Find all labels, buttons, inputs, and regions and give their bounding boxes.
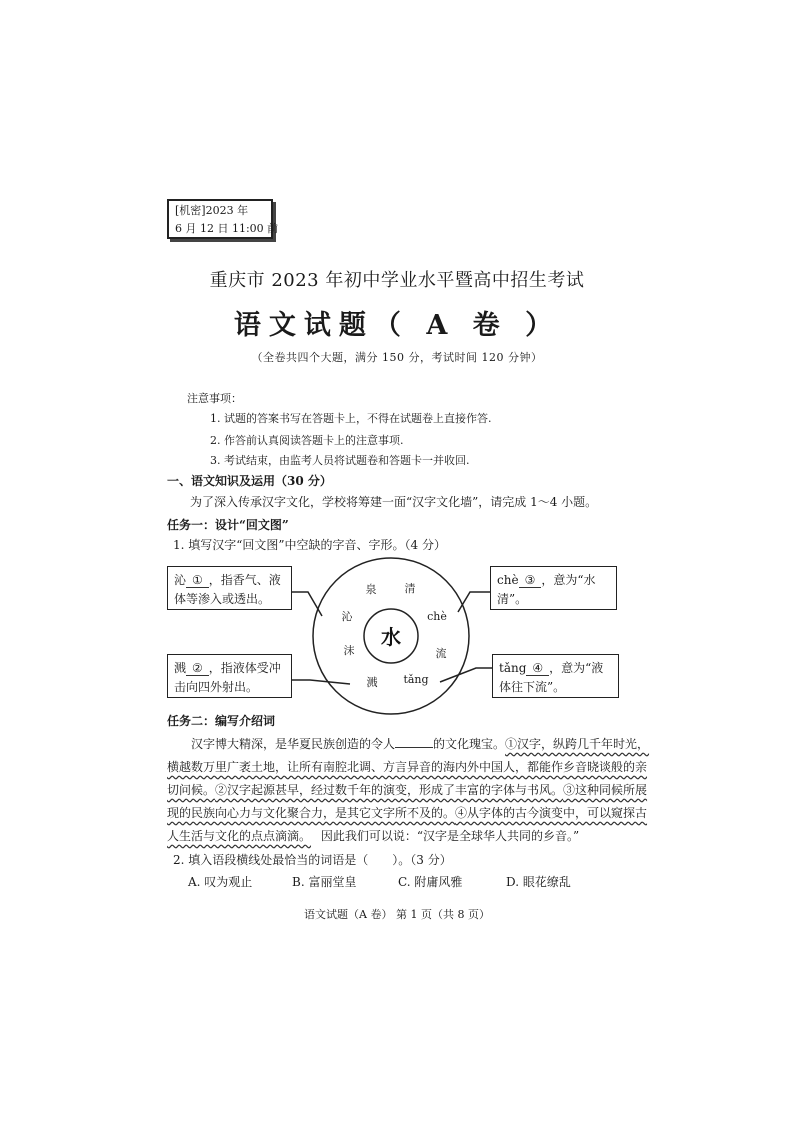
task2-heading: 任务二：编写介绍词	[167, 714, 276, 728]
connector-line-2	[458, 592, 490, 612]
section1-heading: 一、语文知识及运用（30 分）	[167, 474, 332, 488]
box2-pre: chè	[497, 573, 519, 587]
blank-4: ④	[526, 661, 549, 676]
passage-s4-a: ③这种同候所展	[563, 783, 648, 797]
box1-line2: 体等渗入或透出。	[174, 592, 271, 606]
passage-s5-b: 人生活与文化的点点滴滴。	[167, 829, 312, 843]
definition-box-2	[490, 566, 617, 610]
blank-2: ②	[186, 661, 209, 676]
exam-title: 重庆市 2023 年初中学业水平暨高中招生考试	[209, 270, 585, 291]
blank-3: ③	[519, 573, 542, 588]
notes-item-2: 2. 作答前认真阅读答题卡上的注意事项.	[210, 434, 404, 447]
ring-char-8: 沁	[341, 610, 353, 623]
option-a: A. 叹为观止	[188, 875, 253, 889]
center-char: 水	[381, 625, 401, 649]
option-d: D. 眼花缭乱	[506, 875, 571, 889]
ring-char-6: 溅	[366, 676, 378, 689]
box3-post: ，指液体受冲	[208, 661, 281, 675]
notes-heading: 注意事项：	[187, 392, 242, 405]
exam-instructions-line: （全卷共四个大题，满分 150 分，考试时间 120 分钟）	[251, 351, 543, 364]
stamp-line1: [机密]2023 年	[175, 204, 249, 217]
subject-title: 语文试题（ A 卷 ）	[233, 310, 561, 341]
connector-line-1	[292, 592, 322, 616]
stamp-line2: 6 月 12 日 11:00 前	[175, 222, 279, 235]
passage-line-3	[167, 779, 648, 802]
page-footer: 语文试题（A 卷） 第 1 页（共 8 页）	[304, 908, 490, 921]
box1-pre: 沁	[174, 573, 187, 587]
definition-box-4	[492, 654, 619, 698]
passage-s4-b: 现的民族向心力与文化聚合力，是其它文字所不及的。	[167, 806, 456, 820]
box1-post: ，指香气、液	[208, 573, 281, 587]
option-c: C. 附庸风雅	[398, 875, 463, 889]
connector-line-4	[440, 668, 492, 682]
question-2: 2. 填入语段横线处最恰当的词语是（ ）。（3 分）	[173, 853, 452, 867]
ring-char-7: 沫	[343, 644, 355, 657]
section1-intro: 为了深入传承汉字文化，学校将筹建一面“汉字文化墙”，请完成 1～4 小题。	[190, 495, 598, 509]
passage-line-4	[167, 802, 648, 825]
ring-char-2: 清	[404, 582, 416, 595]
question-1: 1. 填写汉字“回文图”中空缺的字音、字形。（4 分）	[173, 538, 446, 552]
box3-line2: 击向四外射出。	[174, 680, 259, 694]
passage-line-2	[167, 756, 648, 779]
box3-pre: 溅	[174, 661, 187, 675]
ring-char-5: tǎng	[403, 673, 429, 686]
notes-item-3: 3. 考试结束，由监考人员将试题卷和答题卡一并收回.	[210, 454, 470, 467]
ring-char-3: chè	[427, 610, 447, 623]
box4-line2: 体往下流”。	[499, 680, 566, 694]
passage-s2-b: 横越数万里广袤土地，让所有南腔北调、方言异音的海内外中国人，都能作乡音晓谈般的亲	[167, 760, 648, 774]
passage-line-5	[167, 825, 632, 848]
passage-s3-a: ②汉字起源甚早，经过数千年的演变，形成了丰富的字体与书风。	[215, 783, 564, 797]
blank-1: ①	[186, 573, 209, 588]
passage-line-1	[167, 733, 650, 756]
box4-post: ，意为“液	[549, 661, 604, 675]
option-b: B. 富丽堂皇	[292, 875, 357, 889]
ring-char-4: 流	[435, 647, 447, 660]
task1-heading: 任务一：设计“回文图”	[167, 518, 289, 532]
connector-line-3	[292, 680, 350, 684]
passage-s6: 因此我们可以说：“汉字是全球华人共同的乡音。”	[320, 829, 580, 843]
passage-s2-c: 切问候。	[167, 783, 216, 797]
definition-box-3	[167, 654, 292, 698]
notes-item-1: 1. 试题的答案书写在答题卡上，不得在试题卷上直接作答.	[210, 412, 492, 425]
box2-line2: 清”。	[497, 592, 528, 606]
passage-s5-a: ④从字体的古今演变中，可以窥探古	[455, 806, 648, 820]
box4-pre: tǎng	[499, 661, 527, 675]
definition-box-1	[167, 566, 292, 610]
passage-s1-post: 的文化瑰宝。	[433, 737, 506, 751]
passage-s2-a: ①汉字，纵跨几千年时光，	[505, 737, 650, 751]
box2-post: ，意为“水	[541, 573, 596, 587]
passage-s1-pre: 汉字博大精深，是华夏民族创造的令人	[191, 737, 396, 751]
passage-blank	[395, 735, 433, 748]
ring-char-1: 泉	[365, 583, 377, 596]
